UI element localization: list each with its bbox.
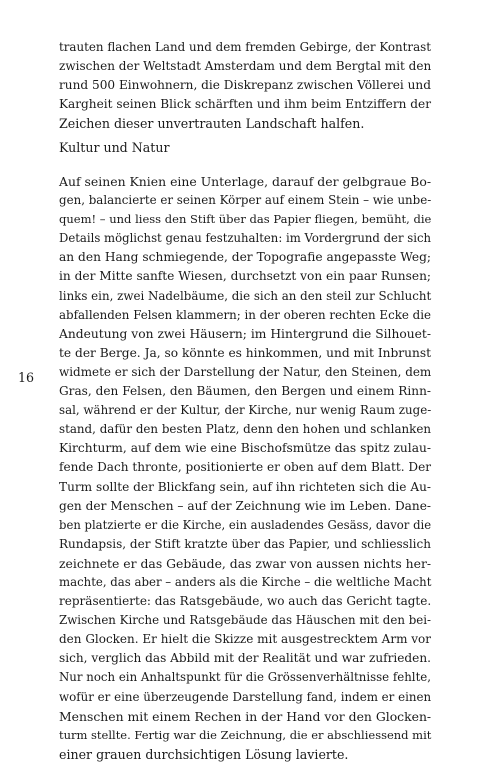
- text-line: den Glocken. Er hielt die Skizze mit ausgestrecktem Arm vor: [59, 632, 431, 647]
- intro-paragraph: [59, 38, 431, 133]
- text-line: stand, dafür den besten Platz, denn den hohen und schlanken: [59, 422, 431, 437]
- text-line: sal, während er der Kultur, der Kirche, nur wenig Raum zuge-: [59, 403, 432, 418]
- text-line: sich, verglich das Abbild mit der Realität und war zufrieden.: [59, 651, 431, 666]
- text-line: wofür er eine überzeugende Darstellung fand, indem er einen: [59, 689, 432, 704]
- text-line: gen, balancierte er seinen Körper auf einem Stein – wie unbe-: [59, 193, 432, 208]
- text-line: zwischen der Weltstadt Amsterdam und dem Bergtal mit den: [59, 59, 432, 74]
- text-line: repräsentierte: das Ratsgebäude, wo auch das Gericht tagte.: [59, 594, 432, 609]
- text-line: Turm sollte der Blickfang sein, auf ihn richteten sich die Au-: [59, 479, 431, 494]
- text-line: Zeichen dieser unvertrauten Landschaft halfen.: [59, 116, 365, 132]
- text-line: Auf seinen Knien eine Unterlage, darauf der gelbgraue Bo-: [59, 174, 432, 189]
- page-number: 16: [18, 370, 35, 385]
- text-line: turm stellte. Fertig war die Zeichnung, die er abschliessend mit: [59, 727, 432, 742]
- text-line: gen der Menschen – auf der Zeichnung wie im Leben. Dane-: [59, 498, 431, 513]
- text-line: zeichnete er das Gebäude, das zwar von aussen nichts her-: [59, 555, 432, 571]
- text-line: widmete er sich der Darstellung der Natur, den Steinen, dem: [59, 364, 432, 379]
- text-line: ben platzierte er die Kirche, ein ausladendes Gesäss, davor die: [59, 517, 432, 532]
- text-line: Gras, den Felsen, den Bäumen, den Bergen und einem Rinn-: [59, 384, 431, 399]
- text-line: abfallenden Felsen klammern; in der oberen rechten Ecke die: [59, 307, 431, 322]
- text-line: Zwischen Kirche und Ratsgebäude das Häuschen mit den bei-: [59, 613, 431, 628]
- text-line: Kargheit seinen Blick schärften und ihm beim Entziffern der: [59, 97, 431, 112]
- text-line: machte, das aber – anders als die Kirche – die weltliche Macht: [59, 574, 432, 589]
- text-line: trauten flachen Land und dem fremden Gebirge, der Kontrast: [59, 40, 431, 54]
- text-line: Menschen mit einem Rechen in der Hand vor den Glocken-: [59, 708, 432, 724]
- text-line: Details möglichst genau festzuhalten: im Vordergrund der sich: [59, 231, 431, 246]
- text-line: Kirchturm, auf dem wie eine Bischofsmütze das spitz zulau-: [59, 441, 431, 456]
- text-line: Andeutung von zwei Häusern; im Hintergrund die Silhouet-: [59, 326, 431, 341]
- section-heading: Kultur und Natur: [59, 140, 170, 155]
- text-line: Nur noch ein Anhaltspunkt für die Grössenverhältnisse fehlte,: [59, 670, 431, 685]
- text-line: te der Berge. Ja, so könnte es hinkommen, und mit Inbrunst: [59, 345, 432, 360]
- text-line: Rundapsis, der Stift kratzte über das Papier, und schliesslich: [59, 536, 431, 551]
- text-line: an den Hang schmiegende, der Topografie angepasste Weg;: [59, 250, 431, 265]
- text-line: rund 500 Einwohnern, die Diskrepanz zwischen Völlerei und: [59, 78, 431, 93]
- text-line: quem! – und liess den Stift über das Papier fliegen, bemüht, die: [59, 212, 432, 227]
- text-line: in der Mitte sanfte Wiesen, durchsetzt von ein paar Runsen;: [59, 269, 431, 284]
- text-line: einer grauen durchsichtigen Lösung lavierte.: [59, 746, 349, 762]
- text-line: fende Dach thronte, positionierte er oben auf dem Blatt. Der: [59, 460, 431, 475]
- text-line: links ein, zwei Nadelbäume, die sich an den steil zur Schlucht: [59, 288, 432, 303]
- body-paragraph: [59, 172, 431, 764]
